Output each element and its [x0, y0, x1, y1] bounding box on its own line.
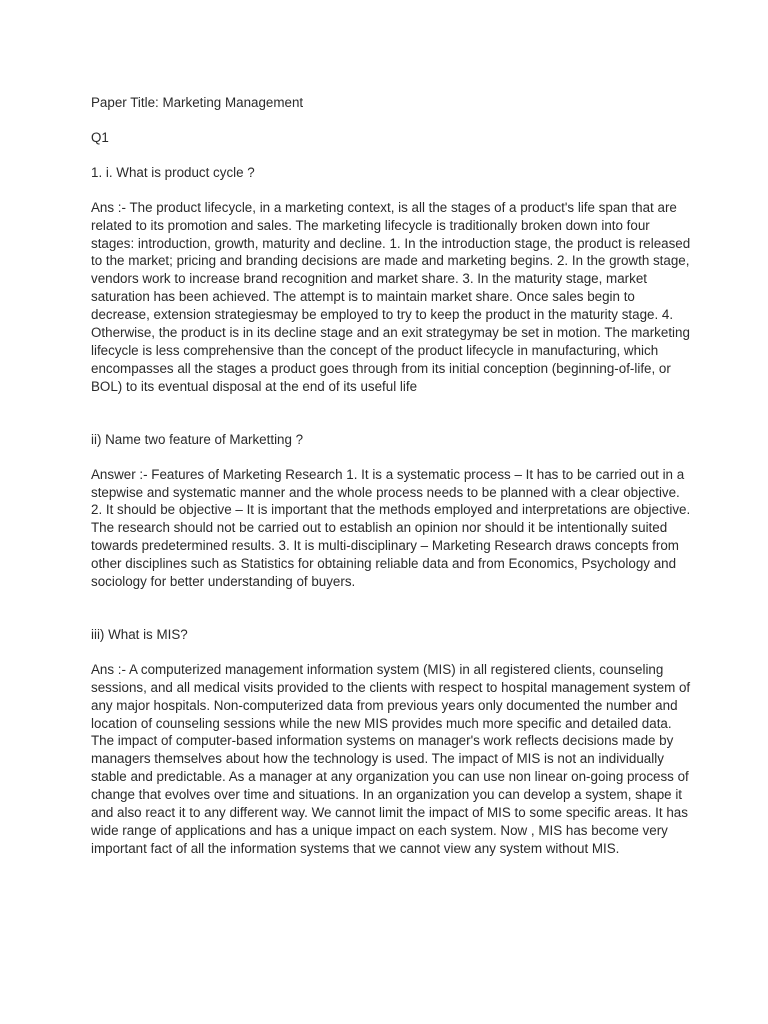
question-1-i: 1. i. What is product cycle ? — [91, 164, 255, 180]
document-body — [91, 94, 691, 858]
question-number: Q1 — [91, 129, 109, 145]
question-iii: iii) What is MIS? — [91, 626, 188, 642]
answer-1-i: Ans :- The product lifecycle, in a marketing context, is all the stages of a product's life span that are related to its promotion and sales. The marketing lifecycle is traditionally broken down into four stages: introduction, growth, maturity and decline. 1. In the introduction stage, the product is released to the market; pricing and branding decisions are made and marketing begins. 2. In the growth stage, vendors work to increase brand recognition and market share. 3. In the maturity stage, market saturation has been achieved. The attempt is to maintain market share. Once sales begin to decrease, extension strategiesmay be employed to try to keep the product in the maturity stage. 4. Otherwise, the product is in its decline stage and an exit strategymay be set in motion. The marketing lifecycle is less comprehensive than the concept of the product lifecycle in manufacturing, which encompasses all the stages a product goes through from its initial conception (beginning-of-life, or BOL) to its eventual disposal at the end of its useful life — [91, 199, 691, 394]
question-ii: ii) Name two feature of Marketting ? — [91, 431, 304, 447]
answer-ii: Answer :- Features of Marketing Research 1. It is a systematic process – It has to be carried out in a stepwise and systematic manner and the whole process needs to be planned with a clear objective. 2. It should be objective – It is important that the methods employed and interpretations are objective. The research should not be carried out to establish an opinion nor should it be intentionally suited towards predetermined results. 3. It is multi-disciplinary – Marketing Research draws concepts from other disciplines such as Statistics for obtaining reliable data and from Economics, Psychology and sociology for better understanding of buyers. — [91, 466, 691, 590]
paper-title: Paper Title: Marketing Management — [91, 95, 304, 110]
answer-iii: Ans :- A computerized management information system (MIS) in all registered clients, counseling sessions, and all medical visits provided to the clients with respect to hospital management system of any major hospitals. Non-computerized data from previous years only documented the number and location of counseling sessions while the new MIS provides much more specific and detailed data. The impact of computer-based information systems on manager's work reflects decisions made by managers themselves about how the technology is used. The impact of MIS is not an individually stable and predictable. As a manager at any organization you can use non linear on-going process of change that evolves over time and situations. In an organization you can develop a system, shape it and also react it to any different way. We cannot limit the impact of MIS to some specific areas. It has wide range of applications and has a unique impact on each system. Now , MIS has become very important fact of all the information systems that we cannot view any system without MIS. — [91, 661, 691, 856]
